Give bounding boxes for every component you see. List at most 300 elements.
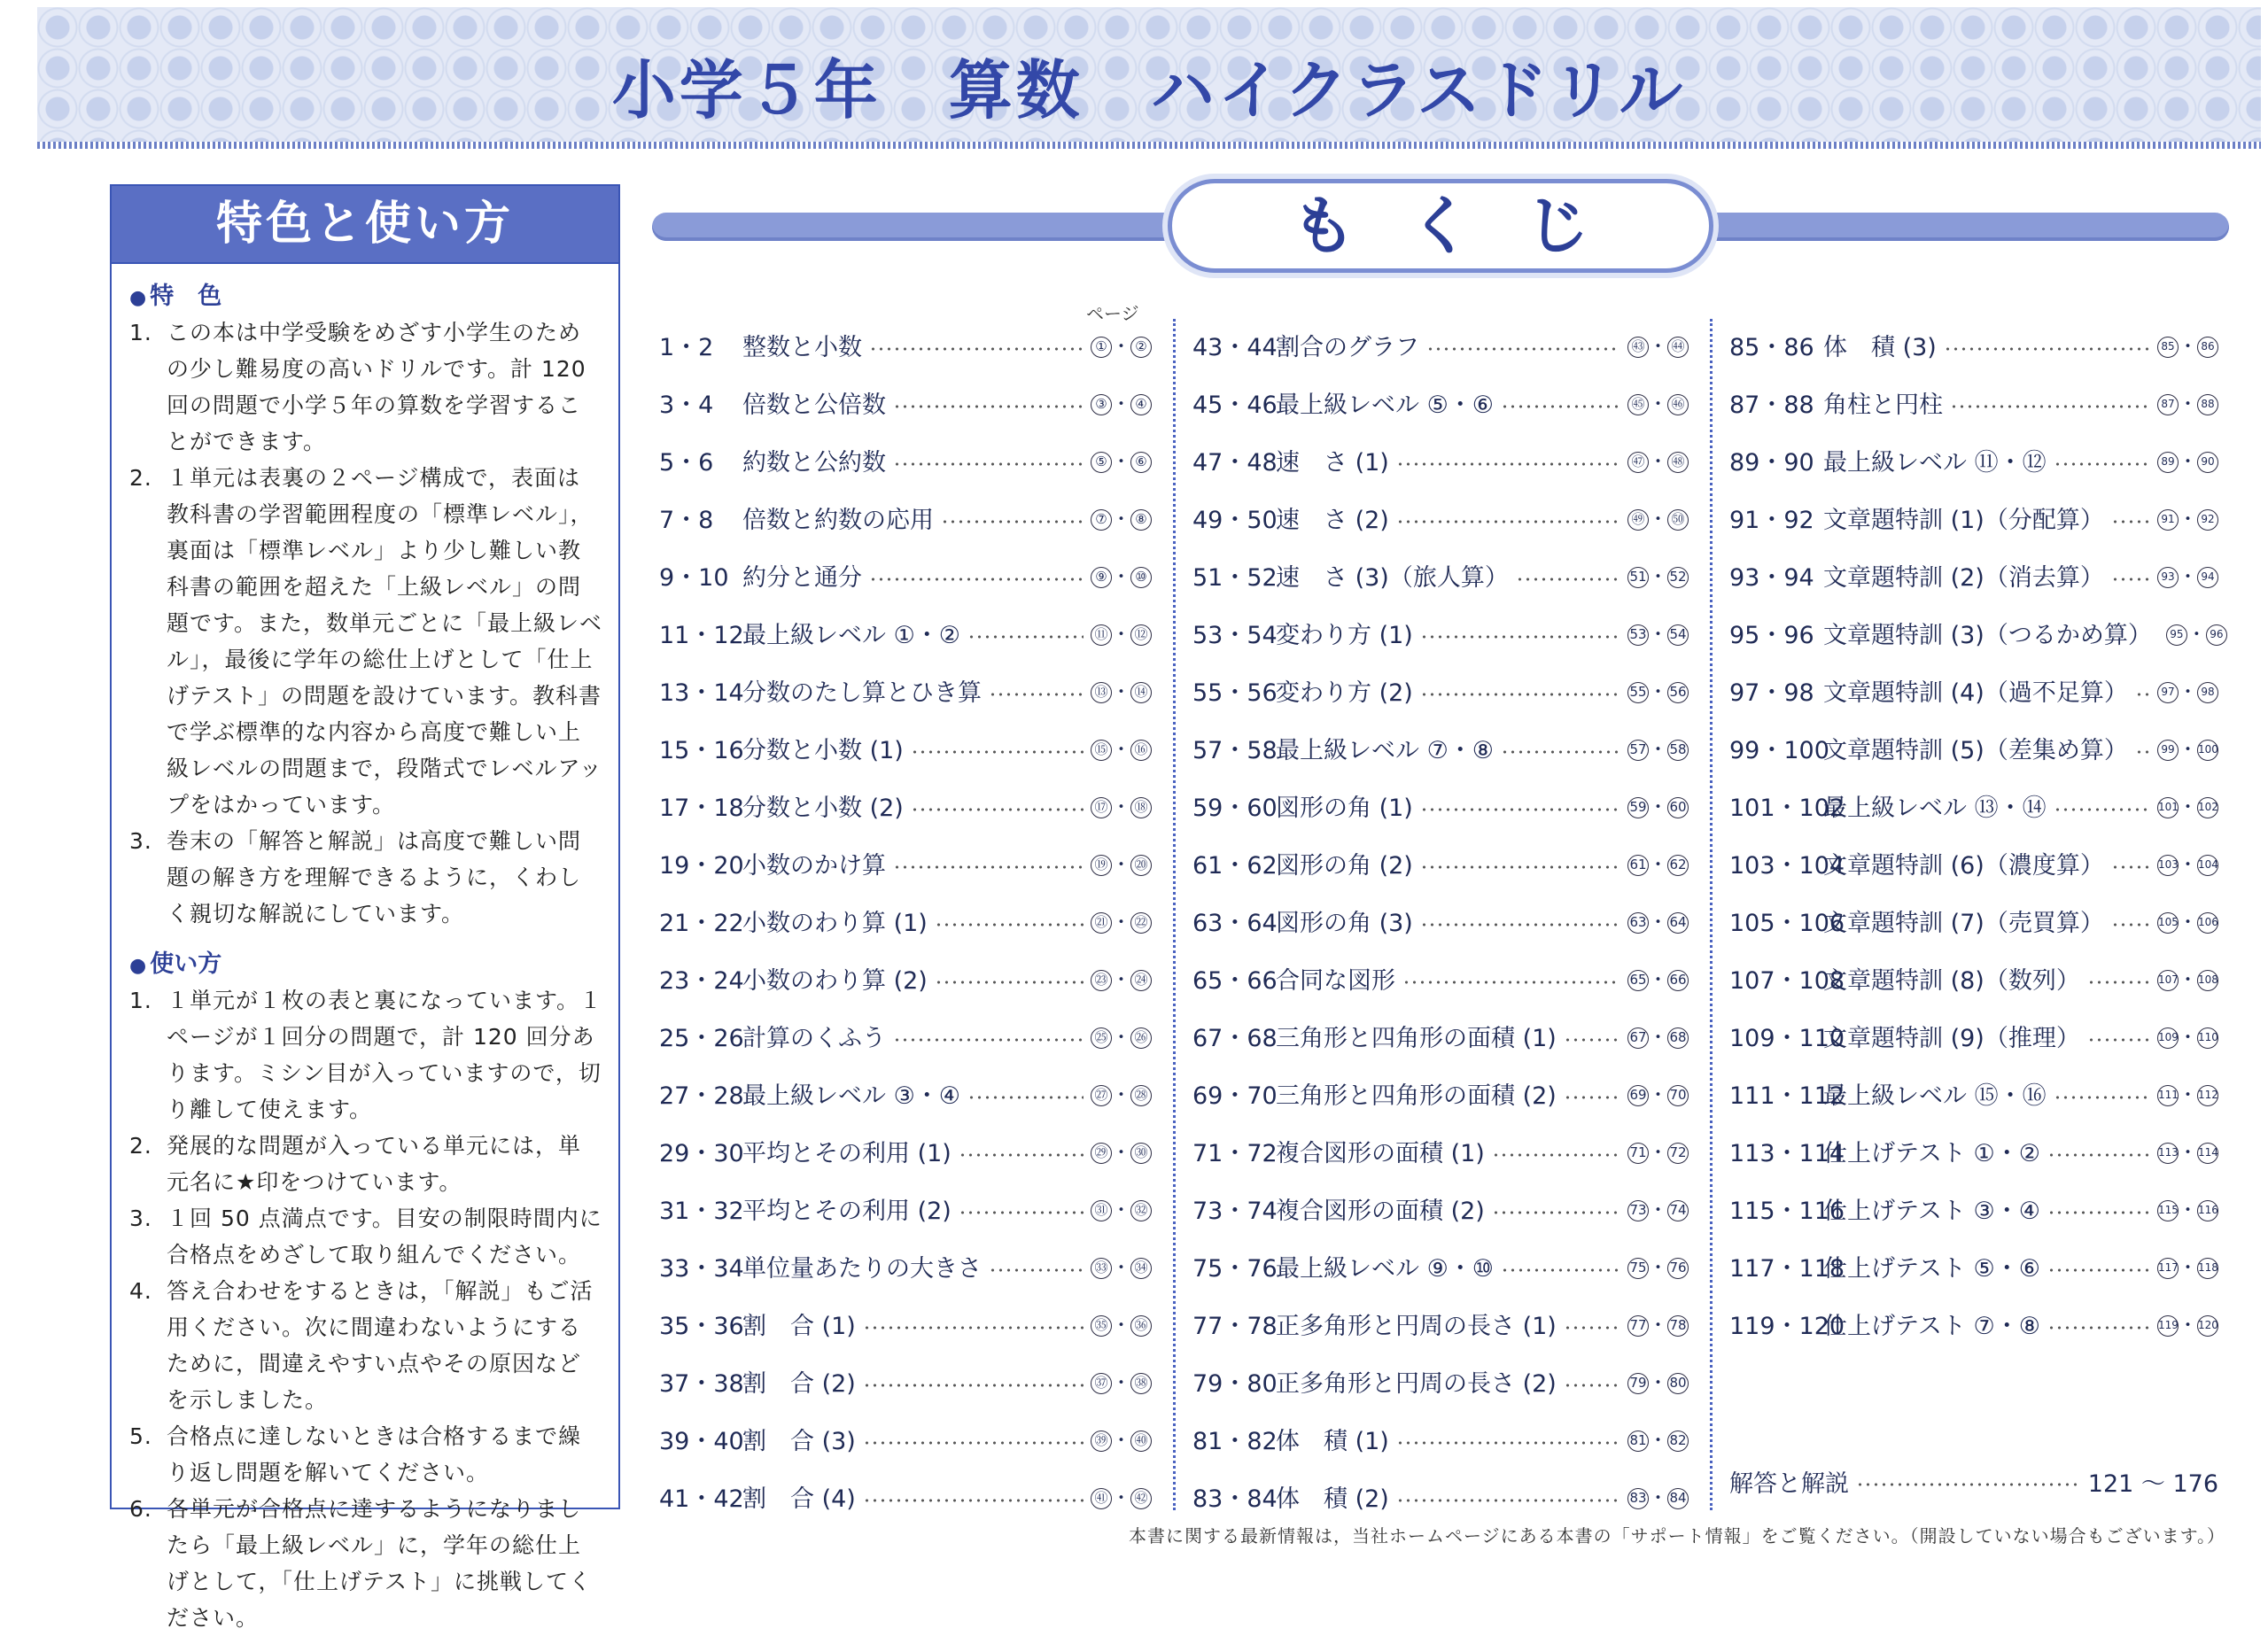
page-number: ㉝ <box>1091 1258 1112 1279</box>
toc-entry[interactable] <box>1729 892 2218 950</box>
dot-leader <box>1950 405 2150 408</box>
page-numbers <box>1627 1023 1689 1050</box>
separator: ・ <box>2179 795 2197 818</box>
unit-title: 文章題特訓 (3)（つるかめ算） <box>1823 622 2152 649</box>
page-number: 66 <box>1667 970 1689 991</box>
page-numbers <box>2157 735 2218 762</box>
unit-numbers: 5・6 <box>659 449 714 477</box>
separator: ・ <box>1112 1486 1130 1508</box>
page-number: ⑫ <box>1130 624 1152 646</box>
unit-numbers: 35・36 <box>659 1313 744 1340</box>
features-list <box>129 314 602 932</box>
page-numbers <box>1627 390 1689 416</box>
page-number: ㊲ <box>1091 1373 1112 1394</box>
unit-numbers: 109・110 <box>1729 1025 1845 1052</box>
dot-leader <box>989 693 1084 696</box>
toc-entry[interactable] <box>1192 719 1689 777</box>
list-item: 1. この本は中学受験をめざす小学生のための少し難易度の高いドリルです。計 120 回の問題で小学５年の算数を学習することができます。 <box>129 320 586 454</box>
separator: ・ <box>1649 968 1667 990</box>
unit-numbers: 47・48 <box>1192 449 1278 477</box>
page-numbers <box>1091 505 1152 531</box>
unit-title: 約数と公約数 <box>742 449 886 477</box>
dot-leader <box>959 1211 1084 1214</box>
unit-title: 最上級レベル ⑬・⑭ <box>1823 795 2047 822</box>
toc-entry[interactable] <box>1729 1007 2218 1065</box>
unit-numbers: 57・58 <box>1192 737 1278 764</box>
page-number: 68 <box>1667 1027 1689 1049</box>
dot-leader <box>2047 1211 2150 1214</box>
unit-title: 体 積 (1) <box>1276 1428 1389 1455</box>
page-numbers <box>1091 1369 1152 1395</box>
separator: ・ <box>1112 968 1130 990</box>
unit-numbers: 93・94 <box>1729 564 1814 592</box>
page-numbers <box>1091 1081 1152 1107</box>
toc-entry[interactable] <box>659 547 1152 604</box>
separator: ・ <box>1649 1256 1667 1278</box>
page-number: ㉞ <box>1130 1258 1152 1279</box>
page-number: ㉔ <box>1130 970 1152 991</box>
toc-entry[interactable] <box>1729 604 2224 662</box>
toc-entry[interactable] <box>1192 547 1689 604</box>
separator: ・ <box>2179 853 2197 875</box>
toc-entry[interactable] <box>1729 1180 2218 1237</box>
page-numbers <box>2157 1081 2218 1107</box>
page-numbers <box>1091 1253 1152 1280</box>
page-number: 77 <box>1627 1315 1649 1337</box>
toc-entry[interactable] <box>1729 547 2218 604</box>
page-number: 62 <box>1667 855 1689 876</box>
dot-leader <box>1396 520 1620 523</box>
toc-entry[interactable] <box>1192 374 1689 431</box>
page-number: ㉕ <box>1091 1027 1112 1049</box>
separator: ・ <box>2179 1141 2197 1163</box>
separator: ・ <box>1112 623 1130 645</box>
toc-entry[interactable] <box>659 431 1152 489</box>
page-number: 82 <box>1667 1431 1689 1452</box>
separator: ・ <box>1112 1198 1130 1221</box>
dot-leader <box>1492 1211 1620 1214</box>
unit-title: 最上級レベル ⑤・⑥ <box>1276 392 1494 419</box>
dot-leader <box>863 1384 1084 1387</box>
dot-leader <box>2135 750 2150 754</box>
bullet-icon: ● <box>129 287 147 309</box>
unit-title: 割 合 (4) <box>742 1485 856 1513</box>
page-numbers <box>2157 850 2218 877</box>
unit-numbers: 101・102 <box>1729 795 1845 822</box>
dot-leader <box>967 635 1084 639</box>
unit-title: 割 合 (2) <box>742 1370 856 1398</box>
page-number: 109 <box>2157 1027 2179 1049</box>
unit-title: 最上級レベル ③・④ <box>742 1082 960 1110</box>
page-numbers <box>1091 1196 1152 1222</box>
page-numbers <box>2157 1311 2218 1337</box>
dot-leader <box>869 578 1084 581</box>
toc-entry[interactable] <box>659 834 1152 892</box>
unit-numbers: 29・30 <box>659 1140 744 1167</box>
toc-entry[interactable] <box>1192 1237 1689 1295</box>
page-number: 81 <box>1627 1431 1649 1452</box>
dot-leader <box>941 520 1084 523</box>
unit-numbers: 3・4 <box>659 392 714 419</box>
separator: ・ <box>1649 1083 1667 1105</box>
dot-leader <box>967 1096 1084 1099</box>
separator: ・ <box>1649 335 1667 357</box>
dot-leader <box>1856 1483 2081 1486</box>
separator: ・ <box>1112 1371 1130 1393</box>
page-numbers <box>1091 908 1152 934</box>
toc-entry[interactable] <box>1729 1295 2218 1353</box>
separator: ・ <box>1112 1314 1130 1336</box>
unit-title: 割 合 (3) <box>742 1428 856 1455</box>
toc-entry[interactable] <box>1192 431 1689 489</box>
dot-leader <box>1420 693 1620 696</box>
toc-entry[interactable] <box>659 1122 1152 1180</box>
toc-entry[interactable] <box>659 374 1152 431</box>
page-number: 88 <box>2197 394 2218 415</box>
unit-title: 小数のかけ算 <box>742 852 886 880</box>
toc-entry[interactable] <box>659 1065 1152 1122</box>
toc-entry[interactable] <box>659 777 1152 834</box>
list-item: 4. 答え合わせをするときは，「解説」もご活用ください。次に間違わないようにするために，間違えやすい点やその原因などを示しました。 <box>129 1278 594 1413</box>
separator: ・ <box>1649 1429 1667 1451</box>
unit-title: 文章題特訓 (2)（消去算） <box>1823 564 2104 592</box>
dot-leader <box>1402 981 1620 984</box>
page-number: 106 <box>2197 912 2218 934</box>
dot-leader <box>1426 347 1620 351</box>
list-item: 1. １単元が１枚の表と裏になっています。１ページが１回分の問題で，計 120 回分あります。ミシン目が入っていますので，切り離して使えます。 <box>129 988 603 1122</box>
toc-entry[interactable] <box>659 892 1152 950</box>
page-number: ㊶ <box>1091 1488 1112 1509</box>
unit-numbers: 73・74 <box>1192 1198 1278 1225</box>
page-number: 59 <box>1627 797 1649 818</box>
toc-entry[interactable] <box>1192 1295 1689 1353</box>
toc-entry[interactable] <box>1192 1122 1689 1180</box>
unit-title: 文章題特訓 (5)（差集め算） <box>1823 737 2128 764</box>
dot-leader <box>911 808 1084 811</box>
toc-entry[interactable] <box>1192 604 1689 662</box>
toc-entry[interactable] <box>1192 489 1689 547</box>
toc-entry[interactable] <box>1729 374 2218 431</box>
unit-title: 正多角形と円周の長さ (2) <box>1276 1370 1557 1398</box>
dot-leader <box>1501 1268 1620 1272</box>
unit-numbers: 33・34 <box>659 1255 744 1283</box>
toc-entry[interactable] <box>659 489 1152 547</box>
toc-entry[interactable] <box>659 1237 1152 1295</box>
page-number: ③ <box>1091 394 1112 415</box>
dot-leader <box>2047 1268 2150 1272</box>
page-numbers <box>2157 678 2218 704</box>
page-numbers <box>1627 965 1689 992</box>
unit-numbers: 43・44 <box>1192 334 1278 361</box>
page-number: 92 <box>2197 509 2218 531</box>
toc-entry[interactable] <box>1192 1065 1689 1122</box>
separator: ・ <box>2179 1026 2197 1048</box>
unit-title: 変わり方 (2) <box>1276 679 1413 707</box>
unit-title: 整数と小数 <box>742 334 862 361</box>
page-numbers <box>1627 1196 1689 1222</box>
separator: ・ <box>1649 1198 1667 1221</box>
unit-numbers: 79・80 <box>1192 1370 1278 1398</box>
separator: ・ <box>1112 1429 1130 1451</box>
toc-entry[interactable] <box>1729 719 2218 777</box>
unit-numbers: 113・114 <box>1729 1140 1845 1167</box>
dot-leader <box>989 1268 1084 1272</box>
panel-title: 特色と使い方 <box>112 186 618 264</box>
separator: ・ <box>2179 1314 2197 1336</box>
separator: ・ <box>1649 392 1667 415</box>
dot-leader <box>863 1326 1084 1330</box>
dot-leader <box>893 462 1084 466</box>
toc-entry[interactable] <box>1192 892 1689 950</box>
answers-label: 解答と解説 <box>1729 1469 1849 1498</box>
unit-title: 文章題特訓 (1)（分配算） <box>1823 507 2104 534</box>
page-numbers <box>1091 1311 1152 1337</box>
list-item: 6. 各単元が合格点に達するようになりましたら「最上級レベル」に，学年の総仕上げとして，「仕上げテスト」に挑戦してください。 <box>129 1496 593 1631</box>
page-number: 52 <box>1667 567 1689 588</box>
separator: ・ <box>2179 335 2197 357</box>
page-number: 85 <box>2157 337 2179 358</box>
list-item: 2. 発展的な問題が入っている単元には，単元名に★印をつけています。 <box>129 1133 582 1195</box>
dot-leader <box>1944 347 2150 351</box>
separator: ・ <box>1649 738 1667 760</box>
toc-entry[interactable] <box>659 1410 1152 1468</box>
page-number: 72 <box>1667 1143 1689 1164</box>
unit-title: 体 積 (3) <box>1823 334 1937 361</box>
page-number: ㉛ <box>1091 1200 1112 1221</box>
unit-title: 平均とその利用 (1) <box>742 1140 951 1167</box>
separator: ・ <box>1112 853 1130 875</box>
toc-entry[interactable] <box>1729 431 2218 489</box>
unit-numbers: 63・64 <box>1192 910 1278 937</box>
toc-entry[interactable] <box>1192 1468 1689 1525</box>
toc-entry[interactable] <box>659 1180 1152 1237</box>
page-number: ⑨ <box>1091 567 1112 588</box>
separator: ・ <box>1112 392 1130 415</box>
dot-leader <box>1564 1384 1620 1387</box>
unit-title: 速 さ (1) <box>1276 449 1389 477</box>
page-number: 110 <box>2197 1027 2218 1049</box>
page-numbers <box>1627 332 1689 359</box>
dot-leader <box>893 865 1084 869</box>
page-number: 113 <box>2157 1143 2179 1164</box>
page-number: 54 <box>1667 624 1689 646</box>
dot-leader <box>893 405 1084 408</box>
toc-entry[interactable] <box>1192 1353 1689 1410</box>
dot-leader <box>2111 865 2150 869</box>
dot-leader <box>1564 1326 1620 1330</box>
page-number: ⑦ <box>1091 509 1112 531</box>
page-numbers <box>1091 1138 1152 1165</box>
toc-entry[interactable] <box>1192 950 1689 1007</box>
page-numbers <box>2157 793 2218 819</box>
dot-leader <box>1396 1441 1620 1445</box>
page-number: ⑱ <box>1130 797 1152 818</box>
toc-entry[interactable] <box>1729 834 2218 892</box>
page-numbers <box>1091 793 1152 819</box>
toc-entry[interactable] <box>1729 1237 2218 1295</box>
toc-entry[interactable] <box>1192 662 1689 719</box>
toc-entry[interactable] <box>659 1353 1152 1410</box>
dot-leader <box>2047 1153 2150 1157</box>
unit-title: 最上級レベル ⑨・⑩ <box>1276 1255 1494 1283</box>
page-numbers <box>1091 620 1152 647</box>
page-number: ⑪ <box>1091 624 1112 646</box>
toc-entry[interactable] <box>1192 834 1689 892</box>
page-number: ㊾ <box>1627 509 1649 531</box>
toc-entry[interactable] <box>1729 1122 2218 1180</box>
dot-leader <box>2111 923 2150 927</box>
page-numbers <box>1627 447 1689 474</box>
unit-title: 倍数と約数の応用 <box>742 507 934 534</box>
usage-heading: ● 使い方 <box>129 950 222 978</box>
toc-entry[interactable] <box>1729 950 2218 1007</box>
page-number: 91 <box>2157 509 2179 531</box>
page-number: ㉑ <box>1091 912 1112 934</box>
toc-entry[interactable] <box>1192 1007 1689 1065</box>
page-number: ㉜ <box>1130 1200 1152 1221</box>
page-number: 102 <box>2197 797 2218 818</box>
separator: ・ <box>1112 1026 1130 1048</box>
toc-entry[interactable] <box>1729 777 2218 834</box>
toc-entry[interactable] <box>1729 316 2218 374</box>
dot-leader <box>2111 520 2150 523</box>
page-number: ㊿ <box>1667 509 1689 531</box>
page-number: 79 <box>1627 1373 1649 1394</box>
page-number: ㉙ <box>1091 1143 1112 1164</box>
page-number: 115 <box>2157 1200 2179 1221</box>
toc-entry[interactable] <box>1729 489 2218 547</box>
toc-entry[interactable] <box>659 662 1152 719</box>
page-number: 95 <box>2166 624 2187 646</box>
page-numbers <box>2157 562 2218 589</box>
toc-entry[interactable] <box>659 316 1152 374</box>
page-number: ㊸ <box>1627 337 1649 358</box>
page-numbers <box>1627 1369 1689 1395</box>
unit-numbers: 25・26 <box>659 1025 744 1052</box>
toc-entry[interactable] <box>1192 777 1689 834</box>
unit-title: 割合のグラフ <box>1276 334 1419 361</box>
page-number: 76 <box>1667 1258 1689 1279</box>
toc-entry[interactable] <box>659 604 1152 662</box>
dot-leader <box>1564 1096 1620 1099</box>
toc-entry[interactable] <box>659 1007 1152 1065</box>
page-number: ㉓ <box>1091 970 1112 991</box>
page-number: ㊴ <box>1091 1431 1112 1452</box>
unit-numbers: 119・120 <box>1729 1313 1845 1340</box>
page-numbers <box>1091 965 1152 992</box>
unit-numbers: 89・90 <box>1729 449 1814 477</box>
separator: ・ <box>1112 508 1130 530</box>
unit-title: 図形の角 (2) <box>1276 852 1413 880</box>
toc-entry[interactable] <box>1192 1410 1689 1468</box>
unit-numbers: 87・88 <box>1729 392 1814 419</box>
unit-numbers: 41・42 <box>659 1485 744 1513</box>
unit-title: 三角形と四角形の面積 (2) <box>1276 1082 1557 1110</box>
unit-numbers: 59・60 <box>1192 795 1278 822</box>
toc-entry[interactable] <box>1729 662 2218 719</box>
page-number: ㉘ <box>1130 1085 1152 1106</box>
separator: ・ <box>2179 1198 2197 1221</box>
toc-entry[interactable] <box>659 1295 1152 1353</box>
unit-title: 最上級レベル ①・② <box>742 622 960 649</box>
separator: ・ <box>2179 1256 2197 1278</box>
toc-entry[interactable] <box>659 1468 1152 1525</box>
toc-entry[interactable] <box>659 950 1152 1007</box>
separator: ・ <box>2179 968 2197 990</box>
separator: ・ <box>1649 623 1667 645</box>
unit-numbers: 37・38 <box>659 1370 744 1398</box>
toc-entry[interactable] <box>659 719 1152 777</box>
page-number: 73 <box>1627 1200 1649 1221</box>
unit-title: 仕上げテスト ③・④ <box>1823 1198 2040 1225</box>
toc-entry[interactable] <box>1192 1180 1689 1237</box>
page-number: 51 <box>1627 567 1649 588</box>
dot-leader <box>2054 1096 2150 1099</box>
unit-numbers: 1・2 <box>659 334 714 361</box>
dot-leader <box>1420 865 1620 869</box>
separator: ・ <box>1112 1141 1130 1163</box>
page-number: ㊷ <box>1130 1488 1152 1509</box>
page-numbers <box>2157 332 2218 359</box>
unit-title: 最上級レベル ⑮・⑯ <box>1823 1082 2047 1110</box>
unit-title: 仕上げテスト ①・② <box>1823 1140 2040 1167</box>
page-number: 58 <box>1667 740 1689 761</box>
unit-title: 図形の角 (3) <box>1276 910 1413 937</box>
usage-list <box>129 982 602 1636</box>
unit-numbers: 45・46 <box>1192 392 1278 419</box>
separator: ・ <box>2179 392 2197 415</box>
toc-column-2 <box>1192 316 1689 1525</box>
dot-leader <box>1564 1038 1620 1042</box>
page-numbers <box>1091 1023 1152 1050</box>
answers-entry[interactable] <box>1729 1460 2218 1502</box>
page-number: ⑮ <box>1091 740 1112 761</box>
page-number: 111 <box>2157 1085 2179 1106</box>
page-number: ㊻ <box>1667 394 1689 415</box>
separator: ・ <box>2179 680 2197 702</box>
unit-title: 最上級レベル ⑦・⑧ <box>1276 737 1494 764</box>
page-number: 112 <box>2197 1085 2218 1106</box>
page-number: ② <box>1130 337 1152 358</box>
unit-numbers: 39・40 <box>659 1428 744 1455</box>
page-number: 108 <box>2197 970 2218 991</box>
page-numbers <box>2157 505 2218 531</box>
page-number: 55 <box>1627 682 1649 703</box>
toc-entry[interactable] <box>1192 316 1689 374</box>
page-number: 67 <box>1627 1027 1649 1049</box>
dot-leader <box>935 923 1084 927</box>
unit-numbers: 49・50 <box>1192 507 1278 534</box>
page-number: ㊺ <box>1627 394 1649 415</box>
page-number: 94 <box>2197 567 2218 588</box>
unit-numbers: 83・84 <box>1192 1485 1278 1513</box>
page-number: 119 <box>2157 1315 2179 1337</box>
separator: ・ <box>1112 680 1130 702</box>
unit-title: 文章題特訓 (8)（数列） <box>1823 967 2080 995</box>
toc-entry[interactable] <box>1729 1065 2218 1122</box>
unit-title: 仕上げテスト ⑤・⑥ <box>1823 1255 2040 1283</box>
page-number: 116 <box>2197 1200 2218 1221</box>
page-number: ㊽ <box>1667 452 1689 473</box>
dot-leader <box>863 1499 1084 1502</box>
unit-numbers: 21・22 <box>659 910 744 937</box>
page-number: ㊳ <box>1130 1373 1152 1394</box>
page-number: ⑯ <box>1130 740 1152 761</box>
page-numbers <box>1627 505 1689 531</box>
unit-title: 小数のわり算 (2) <box>742 967 928 995</box>
unit-title: 平均とその利用 (2) <box>742 1198 951 1225</box>
separator: ・ <box>2179 1083 2197 1105</box>
